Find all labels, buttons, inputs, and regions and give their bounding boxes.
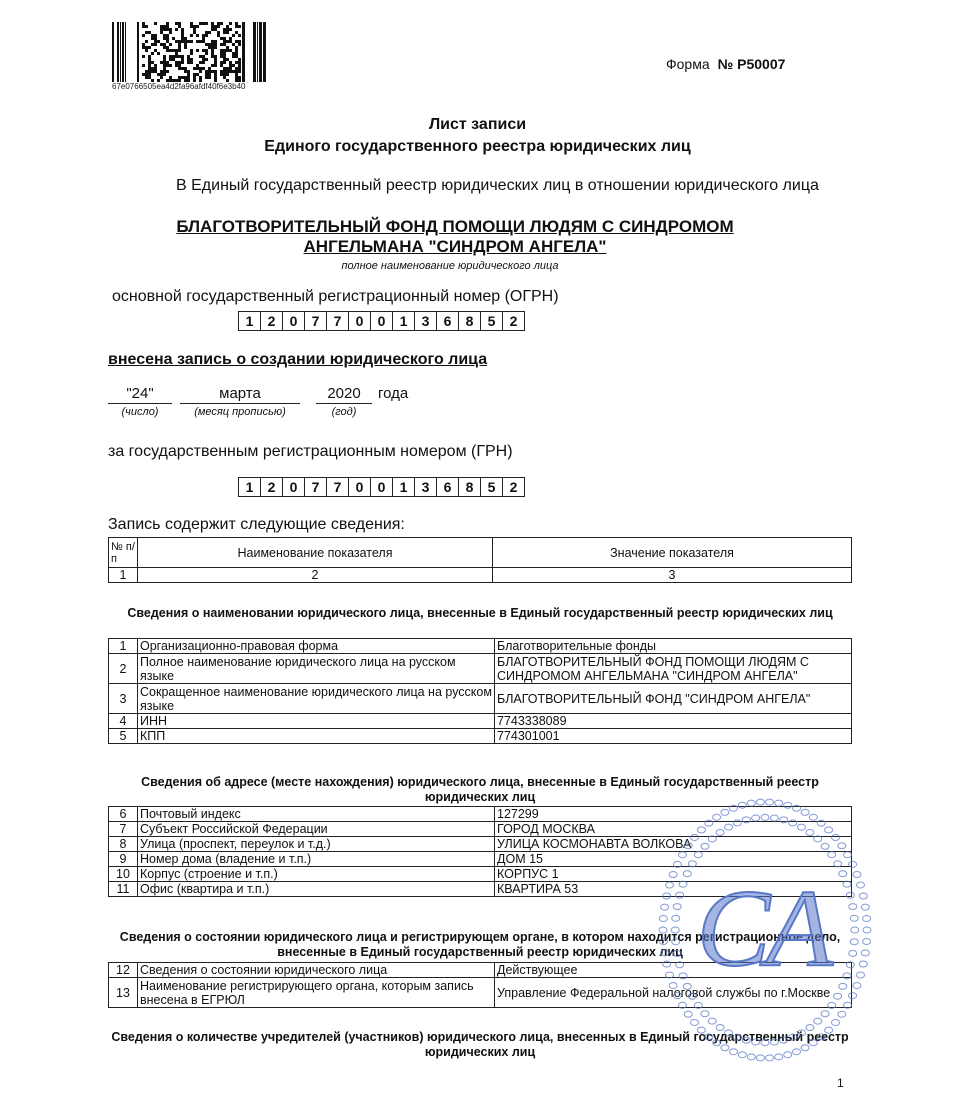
barcode-code: 67e0766505ea4d2fa96afdf40f6e3b40 xyxy=(112,82,246,91)
grn-label: за государственным регистрационным номером (ГРН) xyxy=(108,443,513,460)
grn-digit: 2 xyxy=(261,478,283,496)
ogrn-digit: 0 xyxy=(349,312,371,330)
ogrn-digit: 1 xyxy=(393,312,415,330)
date-day: "24" xyxy=(126,385,154,402)
entity-name-line2: АНГЕЛЬМАНА "СИНДРОМ АНГЕЛА" xyxy=(303,237,607,256)
header-table: № п/п Наименование показателя Значение показателя 1 2 3 xyxy=(108,537,852,583)
grn-digit: 0 xyxy=(371,478,393,496)
intro-text: В Единый государственный реестр юридических лиц в отношении юридического лица xyxy=(176,177,819,194)
ogrn-digit: 2 xyxy=(261,312,283,330)
col-number: № п/п xyxy=(109,538,138,568)
grn-digit: 5 xyxy=(481,478,503,496)
grn-digit: 0 xyxy=(349,478,371,496)
grn-digit: 7 xyxy=(305,478,327,496)
ogrn-digit: 6 xyxy=(437,312,459,330)
ogrn-digit: 8 xyxy=(459,312,481,330)
barcode xyxy=(112,22,270,82)
grn-digit: 1 xyxy=(393,478,415,496)
date-suffix: года xyxy=(378,385,409,402)
grn-digit: 3 xyxy=(415,478,437,496)
date-month-caption: (месяц прописью) xyxy=(194,406,286,418)
entry-title: внесена запись о создании юридического лица xyxy=(108,351,488,368)
ogrn-digit: 0 xyxy=(283,312,305,330)
ogrn-digit: 0 xyxy=(371,312,393,330)
section-title-name: Сведения о наименовании юридического лица, внесенные в Единый государственный реестр юридических лиц xyxy=(127,606,833,620)
page-title-line1: Лист записи xyxy=(428,116,527,133)
ogrn-digit: 7 xyxy=(305,312,327,330)
section-table-status: 12 Сведения о состоянии юридического лица Действующее 13 Наименование регистрирующего органа, которым запись внесена в ЕГРЮЛ Управление Федеральной налоговой службы по г.Москве xyxy=(108,962,852,1008)
grn-digit: 0 xyxy=(283,478,305,496)
col-name: Наименование показателя xyxy=(138,538,493,568)
date-year-caption: (год) xyxy=(331,406,357,418)
ogrn-digit: 3 xyxy=(415,312,437,330)
grn-digit: 7 xyxy=(327,478,349,496)
section-table-name: 1 Организационно-правовая форма Благотворительные фонды 2 Полное наименование юридического лица на русском языке БЛАГОТВОРИТЕЛЬНЫЙ ФОНД ПОМОЩИ ЛЮДЯМ С СИНДРОМОМ АНГЕЛЬМАНА "СИНДРОМ АНГЕЛА" 3 Сокращенное наименование юридического лица на русском языке БЛАГОТВОРИТЕЛЬНЫЙ ФОНД "СИНДРОМ АНГЕЛА" 4 ИНН 7743338089 5 КПП 774301001 xyxy=(108,638,852,744)
stamp-seal xyxy=(655,790,875,1070)
section-title-status: Сведения о состоянии юридического лица и регистрирующем органе, в котором находится регистрационное дело, внесенные в Единый государственный реестр юридических лиц xyxy=(119,930,841,959)
section-table-address: 6 Почтовый индекс 127299 7 Субъект Российской Федерации ГОРОД МОСКВА 8 Улица (проспект, переулок и т.д.) УЛИЦА КОСМОНАВТА ВОЛКОВА 9 Номер дома (владение и т.п.) ДОМ 15 10 Корпус (строение и т.п.) КОРПУС 1 11 Офис (квартира и т.п.) КВАРТИРА 53 xyxy=(108,806,852,897)
page-number: 1 xyxy=(837,1076,844,1090)
grn-digit: 2 xyxy=(509,479,518,495)
ogrn-label: основной государственный регистрационный номер (ОГРН) xyxy=(112,288,559,305)
form-number: № Р50007 xyxy=(717,56,786,72)
grn-digit: 1 xyxy=(239,478,261,496)
section-title-founders: Сведения о количестве учредителей (участников) юридического лица, внесенных в Единый государственный реестр юридических лиц xyxy=(111,1030,849,1059)
date-day-caption: (число) xyxy=(121,406,159,418)
svg-text:СА: СА xyxy=(696,867,834,989)
date-year: 2020 xyxy=(327,385,361,402)
section-title-address: Сведения об адресе (месте нахождения) юридического лица, внесенные в Единый государственный реестр юридических лиц xyxy=(141,775,819,804)
grn-digits xyxy=(238,477,525,497)
page-title-line2: Единого государственного реестра юридических лиц xyxy=(264,138,691,155)
grn-digit: 8 xyxy=(459,478,481,496)
entity-name-line1: БЛАГОТВОРИТЕЛЬНЫЙ ФОНД ПОМОЩИ ЛЮДЯМ С СИНДРОМОМ xyxy=(176,217,734,236)
grn-digit: 6 xyxy=(437,478,459,496)
ogrn-digit: 5 xyxy=(481,312,503,330)
contains-label: Запись содержит следующие сведения: xyxy=(108,516,405,533)
ogrn-digit: 2 xyxy=(509,313,518,329)
form-label: Форма № Р50007 xyxy=(666,56,786,72)
ogrn-digit: 1 xyxy=(239,312,261,330)
ogrn-digit: 7 xyxy=(327,312,349,330)
entity-caption: полное наименование юридического лица xyxy=(341,260,559,272)
col-value: Значение показателя xyxy=(493,538,852,568)
date-month: марта xyxy=(219,385,261,402)
ogrn-digits xyxy=(238,311,525,331)
